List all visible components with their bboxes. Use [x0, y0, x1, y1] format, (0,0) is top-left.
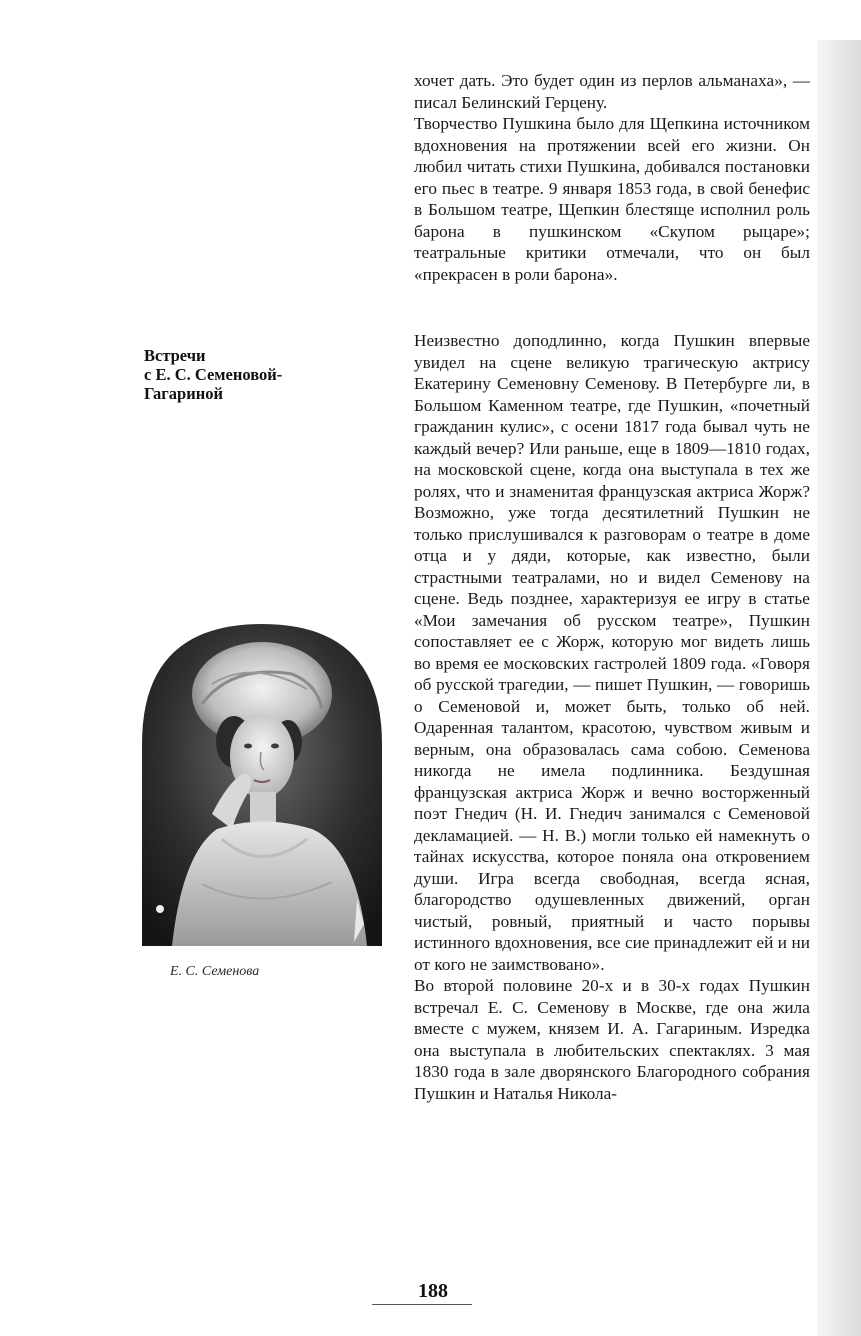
portrait-image [142, 624, 382, 946]
paragraph-shchepkin: Творчество Пушкина было для Щепкина источником вдохновения на протяжении всей его жизни. Он любил читать стихи Пушкина, добивался постановки его пьес в театре. 9 января 1853 года, в свой бенефис в Большом театре, Щепкин блестяще исполнил роль барона в пушкинском «Скупом рыцаре»; театральные критики отмечали, что он был «прекрасен в роли барона». [414, 114, 810, 284]
page-edge-shadow [817, 40, 861, 1336]
paragraph-continued: хочет дать. Это будет один из перлов альманаха», — писал Белинский Герцену. [414, 71, 810, 112]
page-number: 188 [418, 1280, 448, 1302]
main-text-column [414, 70, 810, 1104]
paragraph-semenova: Неизвестно доподлинно, когда Пушкин впервые увидел на сцене великую трагическую актрису Екатерину Семеновну Семенову. В Петербурге ли, в Большом Каменном театре, где Пушкин, «почетный гражданин кулис», с осени 1817 года бывал чуть не каждый вечер? Или раньше, еще в 1809—1810 годах, на московской сцене, когда она выступала в тех же ролях, что и знаменитая французская актриса Жорж? Возможно, уже тогда десятилетний Пушкин не только прислушивался к разговорам о театре в доме отца и у дяди, которые, как известно, были страстными театралами, но и видел Семенову на сцене. Ведь позднее, характеризуя ее игру в статье «Мои замечания об русском театре», Пушкин сопоставляет ее с Жорж, которую мог видеть лишь во время ее московских гастролей 1809 года. «Говоря об русской трагедии, — пишет Пушкин, — говоришь о Семеновой и, может быть, только об ней. Одаренная талантом, красотою, чувством живым и верным, она образовалась сама собою. Семенова никогда не имела подлинника. Бездушная французская актриса Жорж и вечно восторженный поэт Гнедич (Н. И. Гнедич занимался с Семеновой декламацией. — Н. В.) могли только ей намекнуть о тайнах искусства, которое поняла она откровением души. Игра всегда свободная, всегда ясная, благородство одушевленных движений, орган чистый, ровный, приятный и часто порывы истинного вдохновения, все сие принадлежит ей и ни от кого не заимствовано». [414, 331, 810, 974]
heading-line-2: с Е. С. Семеновой- [144, 365, 283, 384]
paragraph-moscow: Во второй половине 20-х и в 30-х годах Пушкин встречал Е. С. Семенову в Москве, где она жила вместе с мужем, князем И. А. Гагариным. Изредка она выступала в любительских спектаклях. 3 мая 1830 года в зале дворянского Благородного собрания Пушкин и Наталья Никола- [414, 976, 810, 1103]
footer-rule [372, 1304, 472, 1305]
section-heading [144, 346, 344, 403]
heading-line-3: Гагариной [144, 384, 223, 403]
portrait-caption: Е. С. Семенова [170, 964, 260, 979]
heading-line-1: Встречи [144, 346, 206, 365]
